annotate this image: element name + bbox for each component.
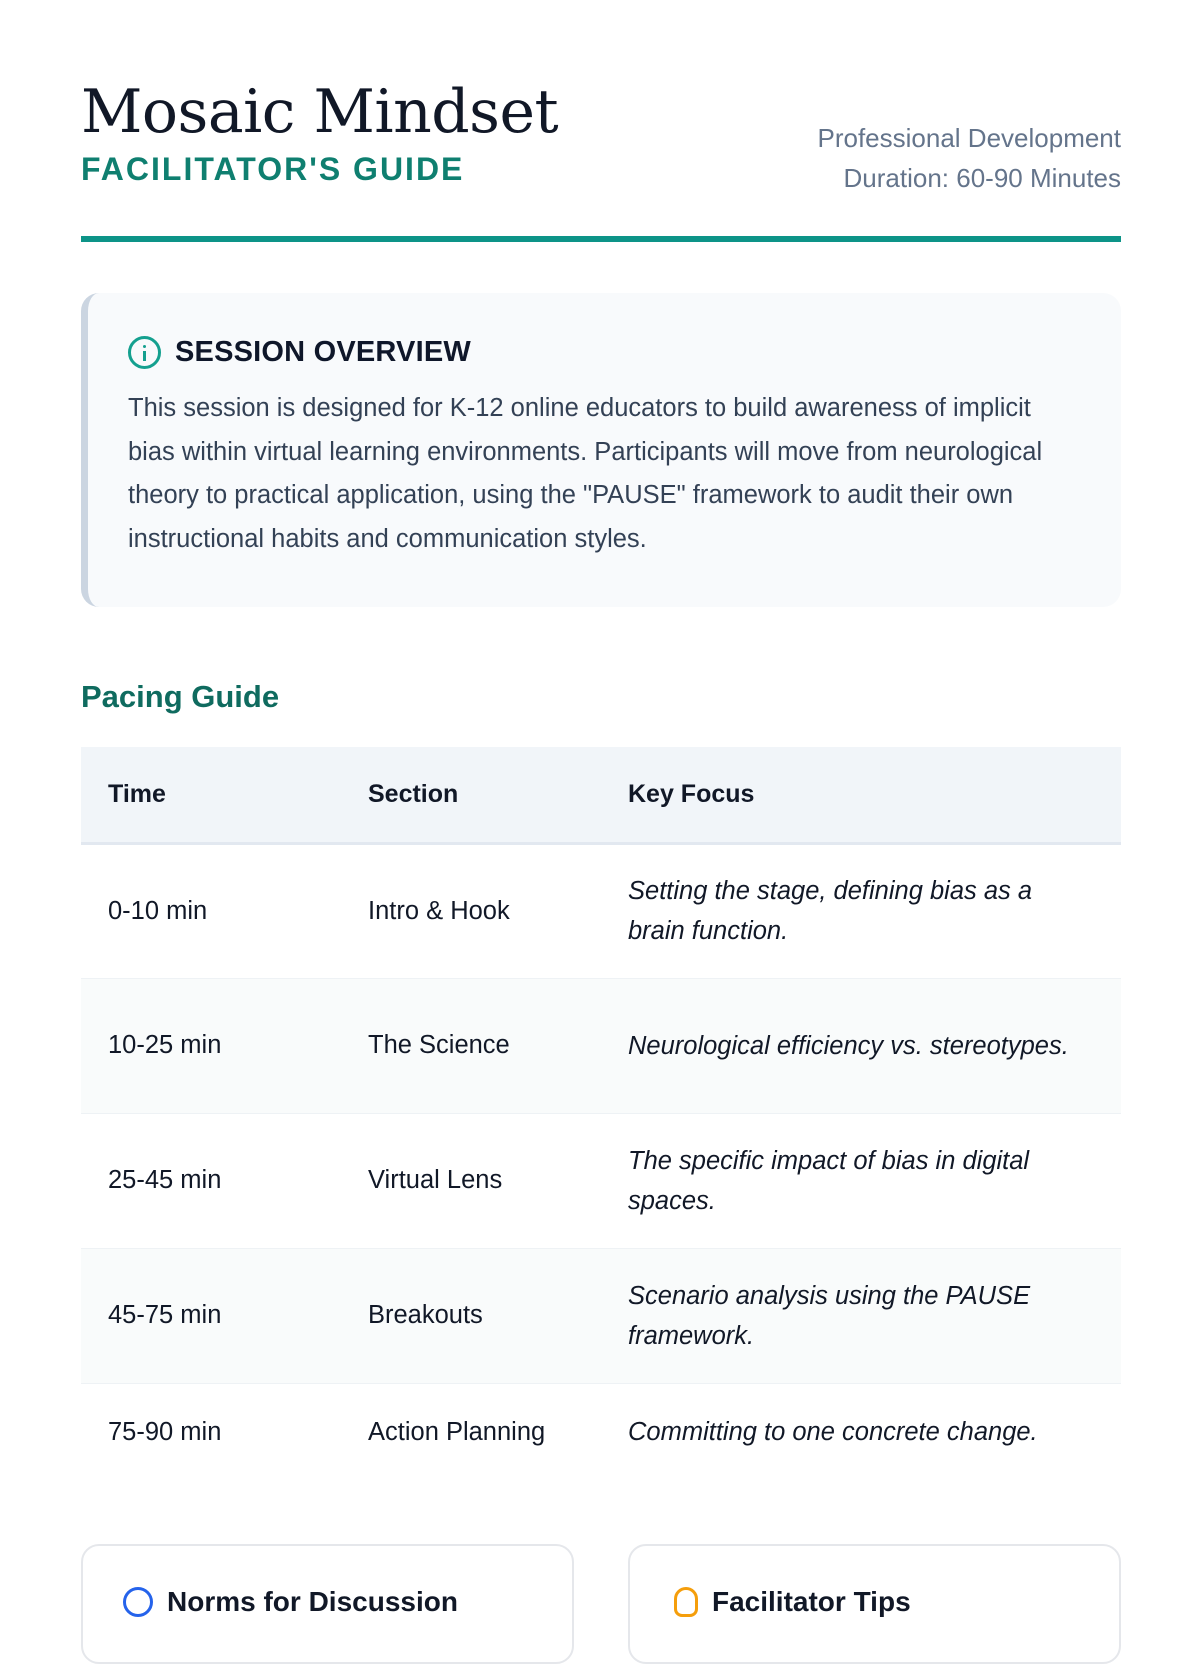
section-cell: Intro & Hook: [341, 843, 601, 978]
section-cell: Breakouts: [341, 1248, 601, 1383]
table-row: [81, 843, 1121, 978]
time-cell: 25-45 min: [81, 1113, 341, 1248]
table-row: [81, 1113, 1121, 1248]
lightbulb-icon: [674, 1587, 698, 1617]
norms-card: [81, 1544, 574, 1664]
header-meta: [818, 118, 1122, 198]
session-overview-box: [81, 293, 1121, 607]
table-row: [81, 1383, 1121, 1481]
card-title: Facilitator Tips: [712, 1586, 911, 1617]
document-title: Mosaic Mindset: [81, 77, 559, 147]
guide-page: [81, 0, 1121, 1617]
question-circle-icon: [123, 1587, 153, 1617]
column-header-time: Time: [81, 747, 341, 843]
duration-label: Duration: 60-90 Minutes: [843, 163, 1121, 193]
column-header-section: Section: [341, 747, 601, 843]
overview-title: SESSION OVERVIEW: [175, 336, 471, 368]
card-header: [670, 1586, 1079, 1618]
overview-text: This session is designed for K-12 online educators to build awareness of implicit bias within virtual learning environments. Participants will move from neurological theory to practical application, using the "PAUSE" framework to audit their own instructional habits and communication styles.: [128, 394, 1043, 553]
time-cell: 75-90 min: [108, 1417, 222, 1446]
time-cell: 10-25 min: [81, 978, 341, 1113]
table-row: [81, 978, 1121, 1113]
document-subtitle: FACILITATOR'S GUIDE: [81, 151, 465, 187]
card-title: Norms for Discussion: [167, 1586, 458, 1617]
focus-cell: The specific impact of bias in digital spaces.: [601, 1113, 1121, 1248]
table-header-row: [81, 747, 1121, 843]
overview-header: [128, 336, 1081, 369]
pacing-guide-title: Pacing Guide: [81, 679, 280, 714]
column-header-key-focus: Key Focus: [601, 747, 1121, 843]
focus-cell: Neurological efficiency vs. stereotypes.: [601, 978, 1121, 1113]
time-cell: 0-10 min: [81, 843, 341, 978]
section-cell: Action Planning: [368, 1417, 546, 1446]
section-cell: The Science: [341, 978, 601, 1113]
section-cell: Virtual Lens: [341, 1113, 601, 1248]
table-row: [81, 1248, 1121, 1383]
pacing-table: [81, 747, 1121, 1481]
focus-cell: Committing to one concrete change.: [628, 1418, 1038, 1447]
document-header: [81, 0, 1121, 242]
focus-cell: Setting the stage, defining bias as a brain function.: [601, 843, 1121, 978]
time-cell: 45-75 min: [81, 1248, 341, 1383]
category-label: Professional Development: [817, 123, 1121, 153]
facilitator-tips-card: [628, 1544, 1121, 1664]
card-header: [123, 1586, 532, 1618]
focus-cell: Scenario analysis using the PAUSE framework.: [601, 1248, 1121, 1383]
info-icon: [128, 336, 161, 369]
